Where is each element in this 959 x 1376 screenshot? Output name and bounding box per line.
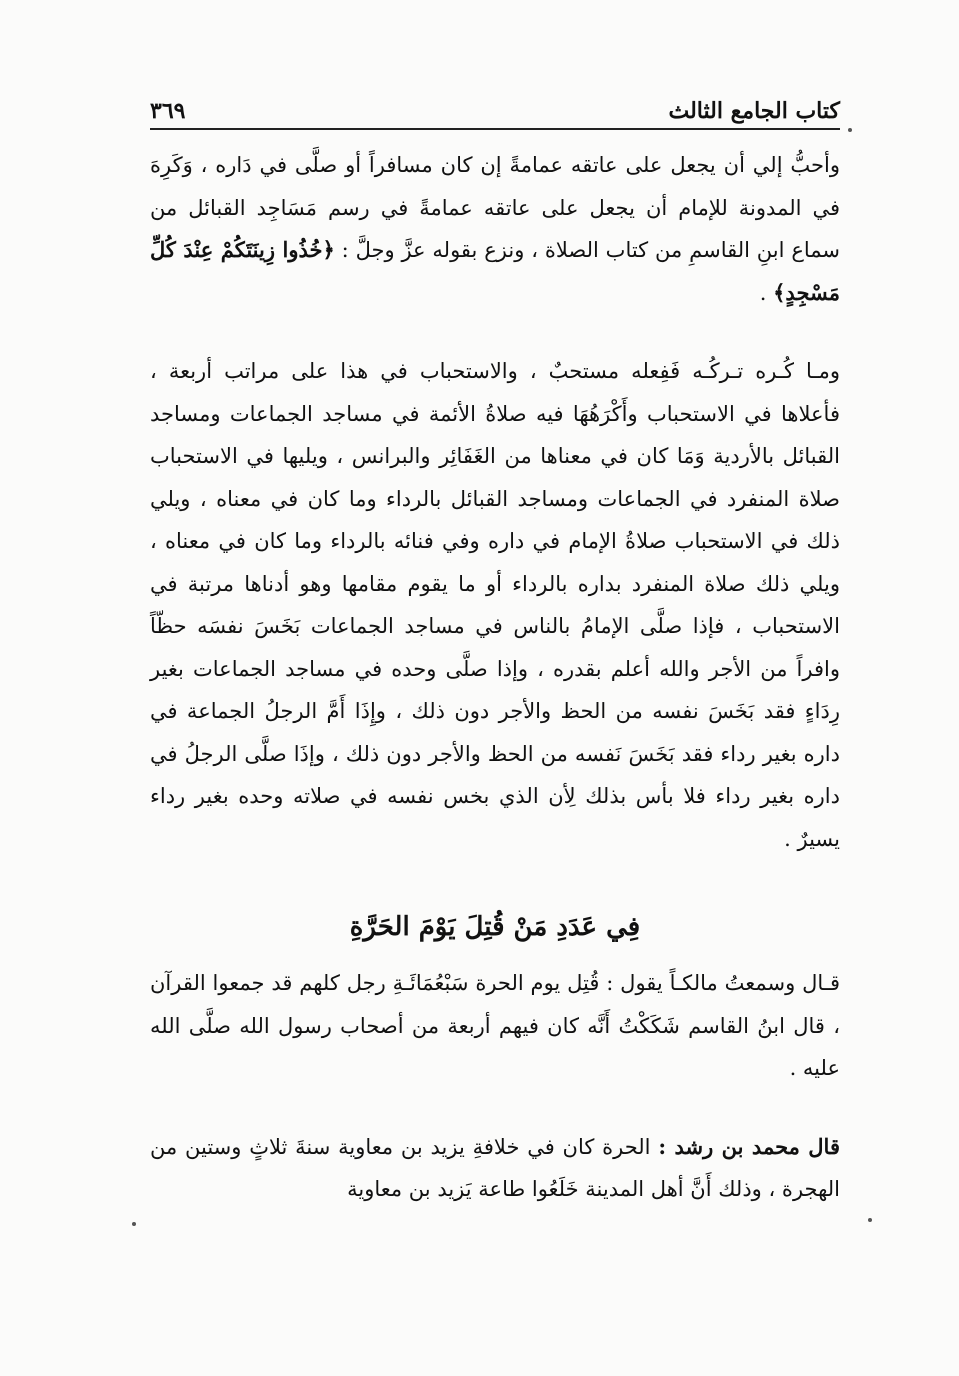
paragraph-1 [150,144,840,314]
paragraph-1-text: وأحبُّ إلي أن يجعل على عاتقه عمامةً إن كان مسافراً أو صلَّى في دَاره ، وَكَرِهَ في المدونة للإمام أن يجعل على عاتقه عمامةً في رسم مَسَاجِد القبائل من سماع ابنِ القاسمِ من كتاب الصلاة ، ونزع بقوله عزَّ وجلَّ : [150,153,840,262]
header-rule [150,128,840,130]
paragraph-2-text: ومـا كُـره تـركُـه فَفِعله مستحبٌ ، والاستحباب في هذا على مراتب أربعة ، فأعلاها في الاستحباب وأَكْرَهُهَا فيه صلاةُ الأئمة في مساجد الجماعات ومساجد القبائل بالأردية وَمَا كان في معناها من الغَفَائِر والبرانس ، ويليها في الاستحباب صلاة المنفرد في الجماعات ومساجد القبائل بالرداء وما كان في معناه ، ويلي ذلك في الاستحباب صلاةُ الإمام في داره وفي فنائه بالرداء وما كان في معناه ، ويلي ذلك صلاة المنفرد بداره بالرداء أو ما يقوم مقامها وهو أدناها مرتبة في الاستحباب ، فإذا صلَّى الإمامُ بالناس في مساجد الجماعات بَخَسَ نفسَه حظّاً وافراً من الأجر والله أعلم بقدره ، وإذا صلَّى وحده في مساجد الجماعات بغير رِدَاءٍ فقد بَخَسَ نفسه من الحظ والأجر دون ذلك ، وإِذَا أَمَّ الرجلُ الجماعة في داره بغير رداء فقد بَخَسَ نَفسه من الحظ والأجر دون ذلك ، وإذَا صلَّى الرجلُ في داره بغير رداء فلا بأس بذلك لِأن الذي بخس نفسه في صلاته وحده بغير رداء يسيرٌ . [150,359,840,851]
book-page [150,88,840,1211]
commentary-text: الحرة كان في خلافةِ يزيد بن معاوية سنةَ ثلاثٍ وستين من الهجرة ، وذلك أَنَّ أهل المدينة خَلَعُوا طاعة يَزيد بن معاوية [150,1134,840,1201]
paragraph-1-end: . [759,280,767,305]
scan-speck [848,128,852,132]
section-heading: فِي عَدَدِ مَنْ قُتِلَ يَوْمَ الحَرَّةِ [349,912,641,942]
scan-speck [868,1218,872,1222]
scan-speck [132,1222,136,1226]
section-paragraph-text: قـال وسمعتُ مالكـاً يقول : قُتِل يوم الحرة سَبْعُمَائَـةِ رجل كلهم قد جمعوا القرآن ، قال ابنُ القاسم شَكَكْتُ أَنَّه كان فيهم أربعة من أصحاب رسول الله صلَّى الله عليه . [150,971,840,1080]
book-title: كتاب الجامع الثالث [668,98,840,124]
quran-quote: ﴿خُذُوا زِينَتَكُمْ عِنْدَ كُلِّ مَسْجِدٍ﴾ [150,237,840,305]
paragraph-2 [150,350,840,860]
page-number: ٣٦٩ [150,98,186,124]
commentary-lead: قال محمد بن رشد : [658,1133,840,1159]
running-header [150,88,840,124]
commentary-paragraph [150,1126,840,1211]
section-paragraph [150,962,840,1090]
